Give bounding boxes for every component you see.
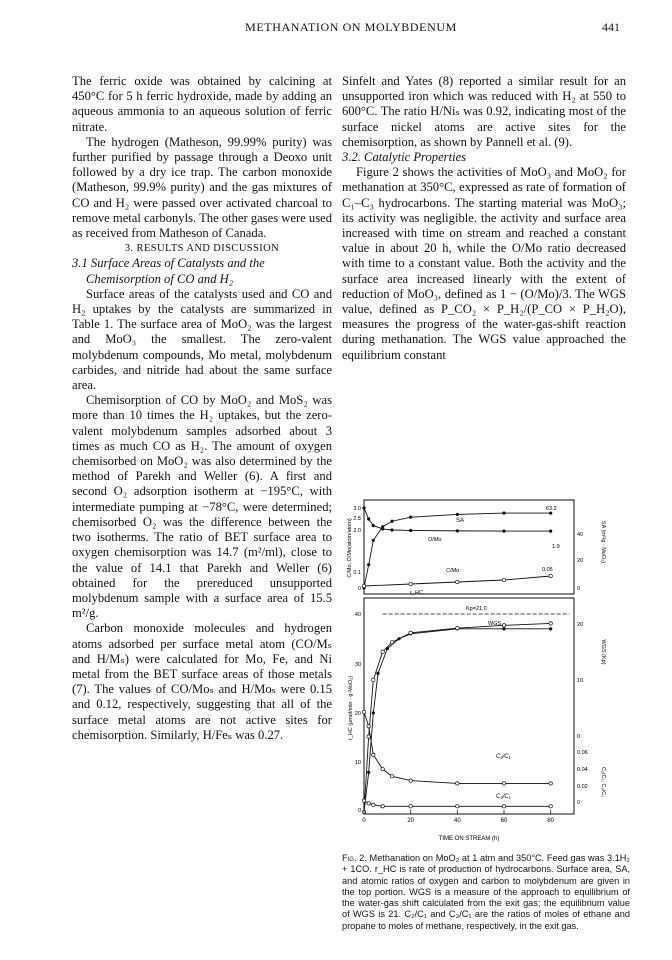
data-point [549, 530, 552, 533]
y-tick-label: 0.06 [577, 750, 588, 756]
caption-text: Methanation on MoO₂ at 1 atm and 350°C. Feed gas was 3.1H₂ + 1CO. r_HC is rate of production of hydrocarbons. Surface area, SA, and atomic ratios of oxygen and carbon to molybdenum are given in the top portion. WGS is a measure of the approach to equilibrium of the water-gas shift calculated from the exit gas; the equilibrium value of WGS is 21. C₂/C₁ and C₃/C₁ are the ratios of moles of ethane and propane to moles of methane, respectively, in the exit gas. [342, 853, 631, 931]
x-tick-label: 20 [407, 818, 415, 824]
paragraph: The hydrogen (Matheson, 99.99% purity) was further purified by passage through a Deoxo unit followed by a dry ice trap. The carbon monoxide (Matheson, 99.9% purity) and the gas mixtures of CO and H₂ were passed over activated charcoal to remove metal carbonyls. The other gases were used as received from Matheson of Canada. [72, 134, 332, 241]
y-tick-label: 2.0 [353, 528, 361, 534]
data-point [390, 520, 393, 523]
data-point [456, 580, 459, 583]
data-point [372, 711, 375, 714]
y-tick-label: 40 [577, 532, 584, 538]
x-axis-label: TIME ON STREAM (h) [438, 836, 500, 842]
annotation-63: 63.2 [546, 506, 557, 512]
paragraph: Chemisorption of CO by MoO₂ and MoS₂ was more than 10 times the H₂ uptakes, but the zero-valent molybdenum samples adsorbed about 3 times as much CO as H₂. The amount of oxygen chemisorbed on MoO₂ was also determined by the method of Parekh and Weller (6). A first and second O₂ adsorption isotherm at −195°C, with intermediate pumping at −78°C, were determined; chemisorbed O₂ was the difference between the two isotherms. The ratio of BET surface area to oxygen chemisorption was 14.7 (m²/ml), close to the value of 14.1 that Parekh and Weller (6) obtained for the prereduced unsupported molybdenum sample with a surface area of 15.5 m²/g. [72, 393, 332, 621]
subsection-heading: 3.1 Surface Areas of Catalysts and the Chemisorption of CO and H₂ [72, 256, 265, 286]
data-point [502, 511, 505, 514]
chart-marks [362, 506, 569, 813]
annotation-r-hc: r_HC [410, 590, 423, 596]
data-point [549, 627, 552, 630]
data-point [372, 803, 375, 806]
y-tick-label: 20 [577, 622, 584, 628]
figure-caption [342, 853, 630, 932]
x-tick-label: 0 [362, 818, 366, 824]
y-tick-label: 40 [354, 612, 361, 618]
y-tick-label: 2.5 [353, 516, 361, 522]
paragraph: Carbon monoxide molecules and hydrogen atoms adsorbed per surface metal atom (CO/Mₛ and H/Mₛ) were calculated for Mo, Fe, and Ni metal from the BET surface areas of those metals (7). The values of CO/Moₛ and H/Moₛ were 0.15 and 0.12, respectively, suggesting that all of the surface metal atoms are not active sites for chemisorption. Similarly, H/Feₛ was 0.27. [72, 621, 332, 742]
data-point [372, 678, 375, 681]
y-tick-label: 0 [357, 808, 361, 814]
data-point [381, 767, 384, 770]
paragraph: The ferric oxide was obtained by calcining at 450°C for 5 h ferric hydroxide, made by adding an aqueous ammonia to an aqueous solution of ferric nitrate. [72, 74, 332, 134]
data-point [502, 627, 505, 630]
bottom-panel-border [364, 598, 574, 814]
data-point [549, 574, 552, 577]
paragraph: Figure 2 shows the activities of MoO₃ and MoO₂ for methanation at 350°C, expressed as rate of formation of C₁–C₃ hydrocarbons. The starting material was MoO₃; its activity was negligible. the activity and surface area increased with time on stream and reached a constant value in about 20 h, while the O/Mo ratio decreased with time to a constant value. Both the activity and the surface area increased linearly with the extent of reduction of MoO₃, defined as 1 − (O/Mo)/3. The WGS value, defined as P_CO₂ × P_H₂/(P_CO × P_H₂O), measures the progress of the water-gas-shift reaction during methanation. The WGS value approached the equilibrium constant [342, 165, 626, 362]
right-column [342, 74, 626, 363]
data-point [372, 539, 375, 542]
bottom-right-axis-label: WGS (Kp) [600, 639, 606, 665]
y-tick-label: 10 [577, 678, 584, 684]
annotation-c2c1: C₂/C₁ [496, 754, 511, 760]
annotation-005: 0.05 [542, 567, 553, 573]
data-point [362, 710, 365, 713]
data-point [362, 799, 365, 802]
running-title: METHANATION ON MOLYBDENUM [245, 20, 457, 34]
data-point [549, 805, 552, 808]
series-line [364, 513, 551, 588]
data-point [367, 771, 370, 774]
data-point [390, 641, 393, 644]
paragraph: Surface areas of the catalysts used and CO and H₂ uptakes by the catalysts are summarized in Table 1. The surface area of MoO₂ was the largest and MoO₃ the smallest. The zero-valent molybdenum compounds, Mo metal, molybdenum carbides, and nitride had about the same surface area. [72, 286, 332, 393]
annotation-19: 1.9 [552, 544, 560, 550]
data-point [390, 775, 393, 778]
annotation-kp: Kp=21.0 [466, 606, 487, 612]
left-column [72, 74, 332, 743]
far-right-axis-label: C₂/C₁, C₃/C₁ [600, 766, 606, 798]
data-point [409, 516, 412, 519]
data-point [456, 529, 459, 532]
data-point [381, 805, 384, 808]
data-point [456, 626, 459, 629]
chart-ticks [353, 506, 587, 824]
subsection-heading: 3.2. Catalytic Properties [342, 150, 467, 165]
y-tick-label: 10 [354, 760, 361, 766]
data-point [367, 517, 370, 520]
data-point [409, 529, 412, 532]
annotation-c3c1: C₃/C₁ [496, 794, 511, 800]
y-tick-label: 0 [577, 800, 581, 806]
annotation-o-mo: O/Mo [428, 537, 442, 543]
annotation-wgs: WGS [488, 621, 502, 627]
caption-label: Fig. 2. [342, 853, 367, 863]
figure-2 [346, 496, 608, 844]
data-point [502, 578, 505, 581]
data-point [549, 622, 552, 625]
data-point [367, 563, 370, 566]
data-point [362, 584, 365, 587]
x-tick-label: 60 [500, 818, 508, 824]
y-tick-label: 3.0 [353, 506, 361, 512]
x-tick-label: 80 [547, 818, 555, 824]
y-tick-label: 20 [354, 711, 361, 717]
data-point [502, 805, 505, 808]
bottom-left-axis-label: r_HC (μmol/min · g-MoO₂) [348, 675, 354, 741]
series-line [364, 712, 551, 783]
y-tick-label: 0.1 [353, 570, 361, 576]
data-point [502, 530, 505, 533]
data-point [390, 528, 393, 531]
data-point [381, 650, 384, 653]
annotation-sa: SA [456, 518, 465, 524]
y-tick-label: 0.04 [577, 767, 588, 773]
section-heading: 3. RESULTS AND DISCUSSION [124, 243, 280, 255]
y-tick-label: 0 [357, 586, 361, 592]
data-point [502, 624, 505, 627]
y-tick-label: 0 [577, 734, 581, 740]
data-point [381, 527, 384, 530]
annotation-c-mo: C/Mo [446, 568, 460, 574]
page-number: 441 [602, 20, 620, 34]
data-point [409, 779, 412, 782]
top-right-axis-label: SA (m²/g - MoO₂) [600, 520, 606, 564]
data-point [409, 631, 412, 634]
data-point [409, 805, 412, 808]
y-tick-label: 30 [354, 662, 361, 668]
methanation-chart [346, 496, 608, 844]
data-point [456, 782, 459, 785]
data-point [409, 582, 412, 585]
x-tick-label: 40 [453, 818, 461, 824]
data-point [372, 753, 375, 756]
paragraph: Sinfelt and Yates (8) reported a similar result for an unsupported iron which was reduced with H₂ at 550 to 600°C. The ratio H/Niₛ was 0.92, indicating most of the surface nickel atoms are active sites for the chemisorption, as shown by Pannell et al. (9). [342, 74, 626, 149]
data-point [502, 782, 505, 785]
running-head [70, 20, 632, 36]
data-point [376, 672, 379, 675]
y-tick-label: 0 [577, 586, 581, 592]
chart-frame [364, 500, 574, 814]
data-point [362, 506, 365, 509]
data-point [367, 725, 370, 728]
top-left-axis-label: C/Mo, O/Mo(atom/atom) [347, 518, 353, 578]
data-point [549, 782, 552, 785]
data-point [367, 802, 370, 805]
data-point [456, 513, 459, 516]
y-tick-label: 20 [577, 558, 584, 564]
data-point [456, 805, 459, 808]
data-point [372, 524, 375, 527]
y-tick-label: 0.02 [577, 784, 588, 790]
